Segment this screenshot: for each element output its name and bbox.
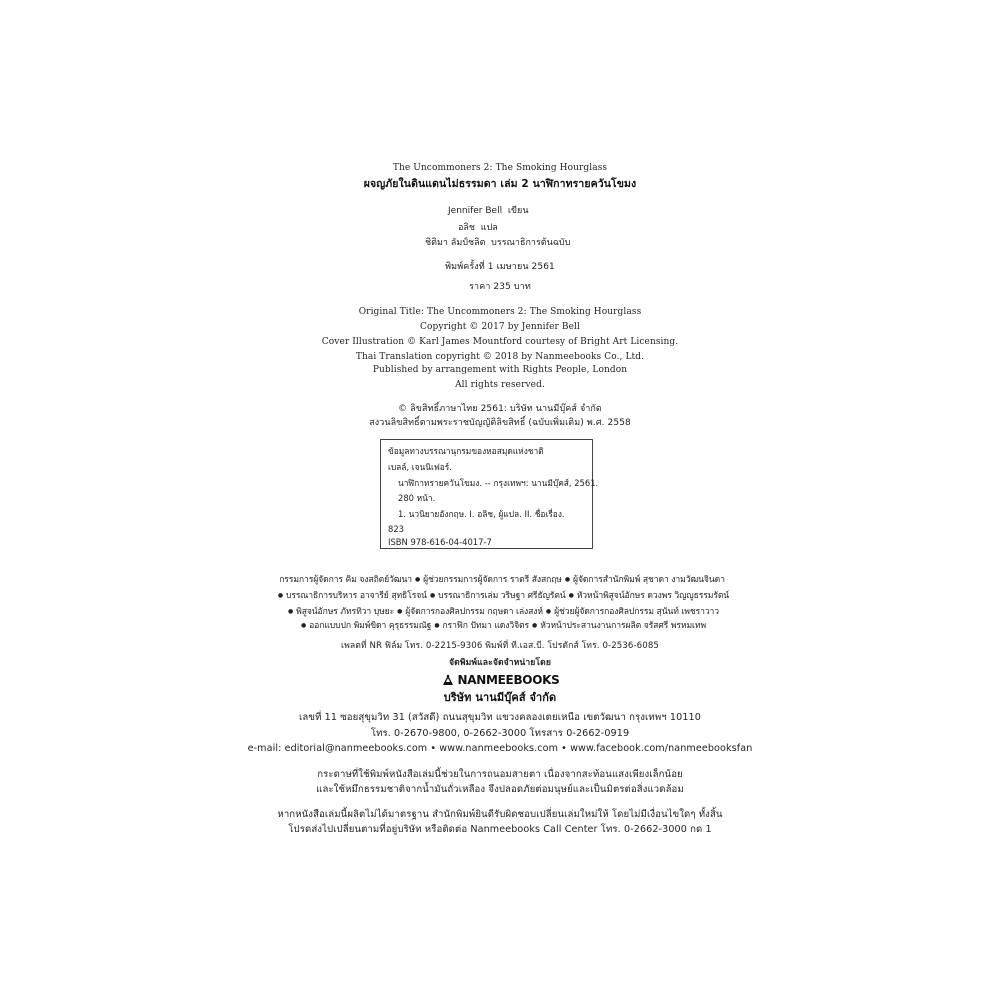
printing-info: เพลตที่ NR ฟิล์ม โทร. 0-2215-9306 พิมพ์ที่ ที.เอส.บี. โปรดักส์ โทร. 0-2536-6085 — [341, 641, 659, 651]
staff-entry: พิสูจน์อักษร ภัทรทิวา บุษยะ — [296, 607, 395, 617]
nanmeebooks-logo-icon — [441, 673, 455, 687]
bullet-icon: ● — [277, 592, 284, 599]
bullet-icon: ● — [429, 592, 436, 599]
staff-entry: ออกแบบปก พิมพ์ขิดา คุรุธรรมณัฐ — [309, 621, 432, 631]
rights-line: All rights reserved. — [455, 380, 545, 390]
cip-line: ข้อมูลทางบรรณานุกรมของหอสมุดแห่งชาติ — [388, 446, 544, 456]
credit-translator-name: อลิช — [458, 223, 476, 233]
cip-box — [380, 439, 599, 549]
cip-line: เบลล์, เจนนิเฟอร์. — [388, 462, 452, 472]
credit-editor — [425, 237, 570, 249]
staff-entry: กราฟิก ปัทมา แดงวิจิตร — [442, 621, 530, 631]
credit-translator — [458, 222, 498, 234]
defect-note-line: โปรดส่งไปเปลี่ยนตามที่อยู่บริษัท หรือติดต่อ Nanmeebooks Call Center โทร. 0-2662-3000 กด 1 — [288, 824, 712, 835]
bullet-icon: ● — [532, 622, 538, 629]
cip-line: 823 — [388, 524, 404, 534]
thai-rights-line: สงวนลิขสิทธิ์ตามพระราชบัญญัติลิขสิทธิ์ (ฉบับเพิ่มเติม) พ.ศ. 2558 — [369, 418, 631, 428]
rights-line: Cover Illustration © Karl James Mountford courtesy of Bright Art Licensing. — [321, 337, 679, 347]
logo-wordmark: NANMEEBOOKS — [457, 673, 560, 687]
rights-line: Copyright © 2017 by Jennifer Bell — [420, 322, 580, 332]
rights-line: Published by arrangement with Rights People, London — [372, 365, 628, 375]
staff-entry: ผู้ช่วยกรรมการผู้จัดการ ราตรี สังสกฤษ — [423, 575, 562, 585]
staff-entry: ผู้ช่วยผู้จัดการกองศิลปกรรม สุนันท์ เพชราวาว — [554, 607, 720, 617]
cip-line: นาฬิกาทรายควันโขมง. -- กรุงเทพฯ: นานมีบุ๊คส์, 2561. — [398, 478, 599, 488]
bullet-icon: ● — [287, 608, 294, 615]
staff-entry: หัวหน้าพิสูจน์อักษร ดวงพร วิญญูธรรมรัตน์ — [576, 591, 730, 601]
edition: พิมพ์ครั้งที่ 1 เมษายน 2561 — [445, 262, 555, 272]
staff-entry: บรรณาธิการบริหาร อาจารีย์ สุทธิโรจน์ — [286, 591, 427, 601]
credit-editor-role: บรรณาธิการต้นฉบับ — [491, 238, 571, 248]
staff-line — [262, 574, 742, 586]
cip-line: 280 หน้า. — [398, 493, 436, 503]
distribution-label: จัดพิมพ์และจัดจำหน่ายโดย — [449, 658, 551, 668]
publisher-phone: โทร. 0-2670-9800, 0-2662-3000 โทรสาร 0-2662-0919 — [370, 728, 630, 739]
publisher-address: เลขที่ 11 ซอยสุขุมวิท 31 (สวัสดี) ถนนสุขุมวิท แขวงคลองเตยเหนือ เขตวัฒนา กรุงเทพฯ 10110 — [299, 712, 701, 723]
price: ราคา 235 บาท — [469, 282, 531, 292]
staff-entry: หัวหน้าประสานงานการผลิต จรัสศรี พรหมเทพ — [540, 621, 707, 631]
publisher-logo — [0, 672, 1000, 688]
cip-line: ISBN 978-616-04-4017-7 — [388, 537, 492, 547]
staff-entry: ผู้จัดการกองศิลปกรรม กฤษดา เล่งสงห์ — [405, 607, 543, 617]
bullet-icon: ● — [415, 576, 421, 583]
staff-line — [262, 606, 742, 618]
paper-note-line: และใช้หมึกธรรมชาติจากน้ำมันถั่วเหลือง จึงปลอดภัยต่อมนุษย์และเป็นมิตรต่อสิ่งแวดล้อม — [316, 784, 684, 795]
bullet-icon: ● — [545, 608, 552, 615]
staff-line — [262, 590, 742, 602]
original-title-top: The Uncommoners 2: The Smoking Hourglass — [392, 163, 608, 173]
bullet-icon: ● — [568, 592, 574, 599]
credit-author — [448, 205, 528, 217]
credit-author-role: เขียน — [507, 206, 529, 216]
rights-line: Original Title: The Uncommoners 2: The Smoking Hourglass — [358, 307, 642, 317]
credit-editor-name: ชิติมา ลัมป์ชลิต — [425, 238, 486, 248]
thai-title: ผจญภัยในดินแดนไม่ธรรมดา เล่ม 2 นาฬิกาทรายควันโขมง — [363, 178, 637, 190]
credit-author-name: Jennifer Bell — [448, 206, 503, 216]
bullet-icon: ● — [300, 622, 307, 629]
cip-line: 1. นวนิยายอังกฤษ. I. อลิช, ผู้แปล. II. ชื่อเรื่อง. — [398, 509, 565, 519]
bullet-icon: ● — [434, 622, 440, 629]
publisher-contact: e-mail: editorial@nanmeebooks.com • www.nanmeebooks.com • www.facebook.com/nanmeebooksfan — [247, 743, 753, 754]
defect-note-line: หากหนังสือเล่มนี้ผลิตไม่ได้มาตรฐาน สำนักพิมพ์ยินดีรับผิดชอบเปลี่ยนเล่มใหม่ให้ โดยไม่มีเงื่อนไขใดๆ ทั้งสิ้น — [277, 809, 723, 820]
thai-rights-line: © ลิขสิทธิ์ภาษาไทย 2561: บริษัท นานมีบุ๊คส์ จำกัด — [398, 404, 602, 414]
staff-line — [262, 620, 742, 632]
staff-entry: บรรณาธิการเล่ม วริษฐา ศรีธัญรัตน์ — [438, 591, 566, 601]
publisher-name: บริษัท นานมีบุ๊คส์ จำกัด — [443, 691, 557, 704]
bullet-icon: ● — [564, 576, 571, 583]
bullet-icon: ● — [397, 608, 403, 615]
paper-note-line: กระดาษที่ใช้พิมพ์หนังสือเล่มนี้ช่วยในการถนอมสายตา เนื่องจากสะท้อนแสงเพียงเล็กน้อย — [317, 769, 683, 780]
staff-entry: ผู้จัดการสำนักพิมพ์ สุชาดา งามวัฒนจินดา — [573, 575, 725, 585]
staff-entry: กรรมการผู้จัดการ คิม จงสถิตย์วัฒนา — [279, 575, 412, 585]
credit-translator-role: แปล — [480, 223, 498, 233]
rights-line: Thai Translation copyright © 2018 by Nanmeebooks Co., Ltd. — [355, 352, 645, 362]
